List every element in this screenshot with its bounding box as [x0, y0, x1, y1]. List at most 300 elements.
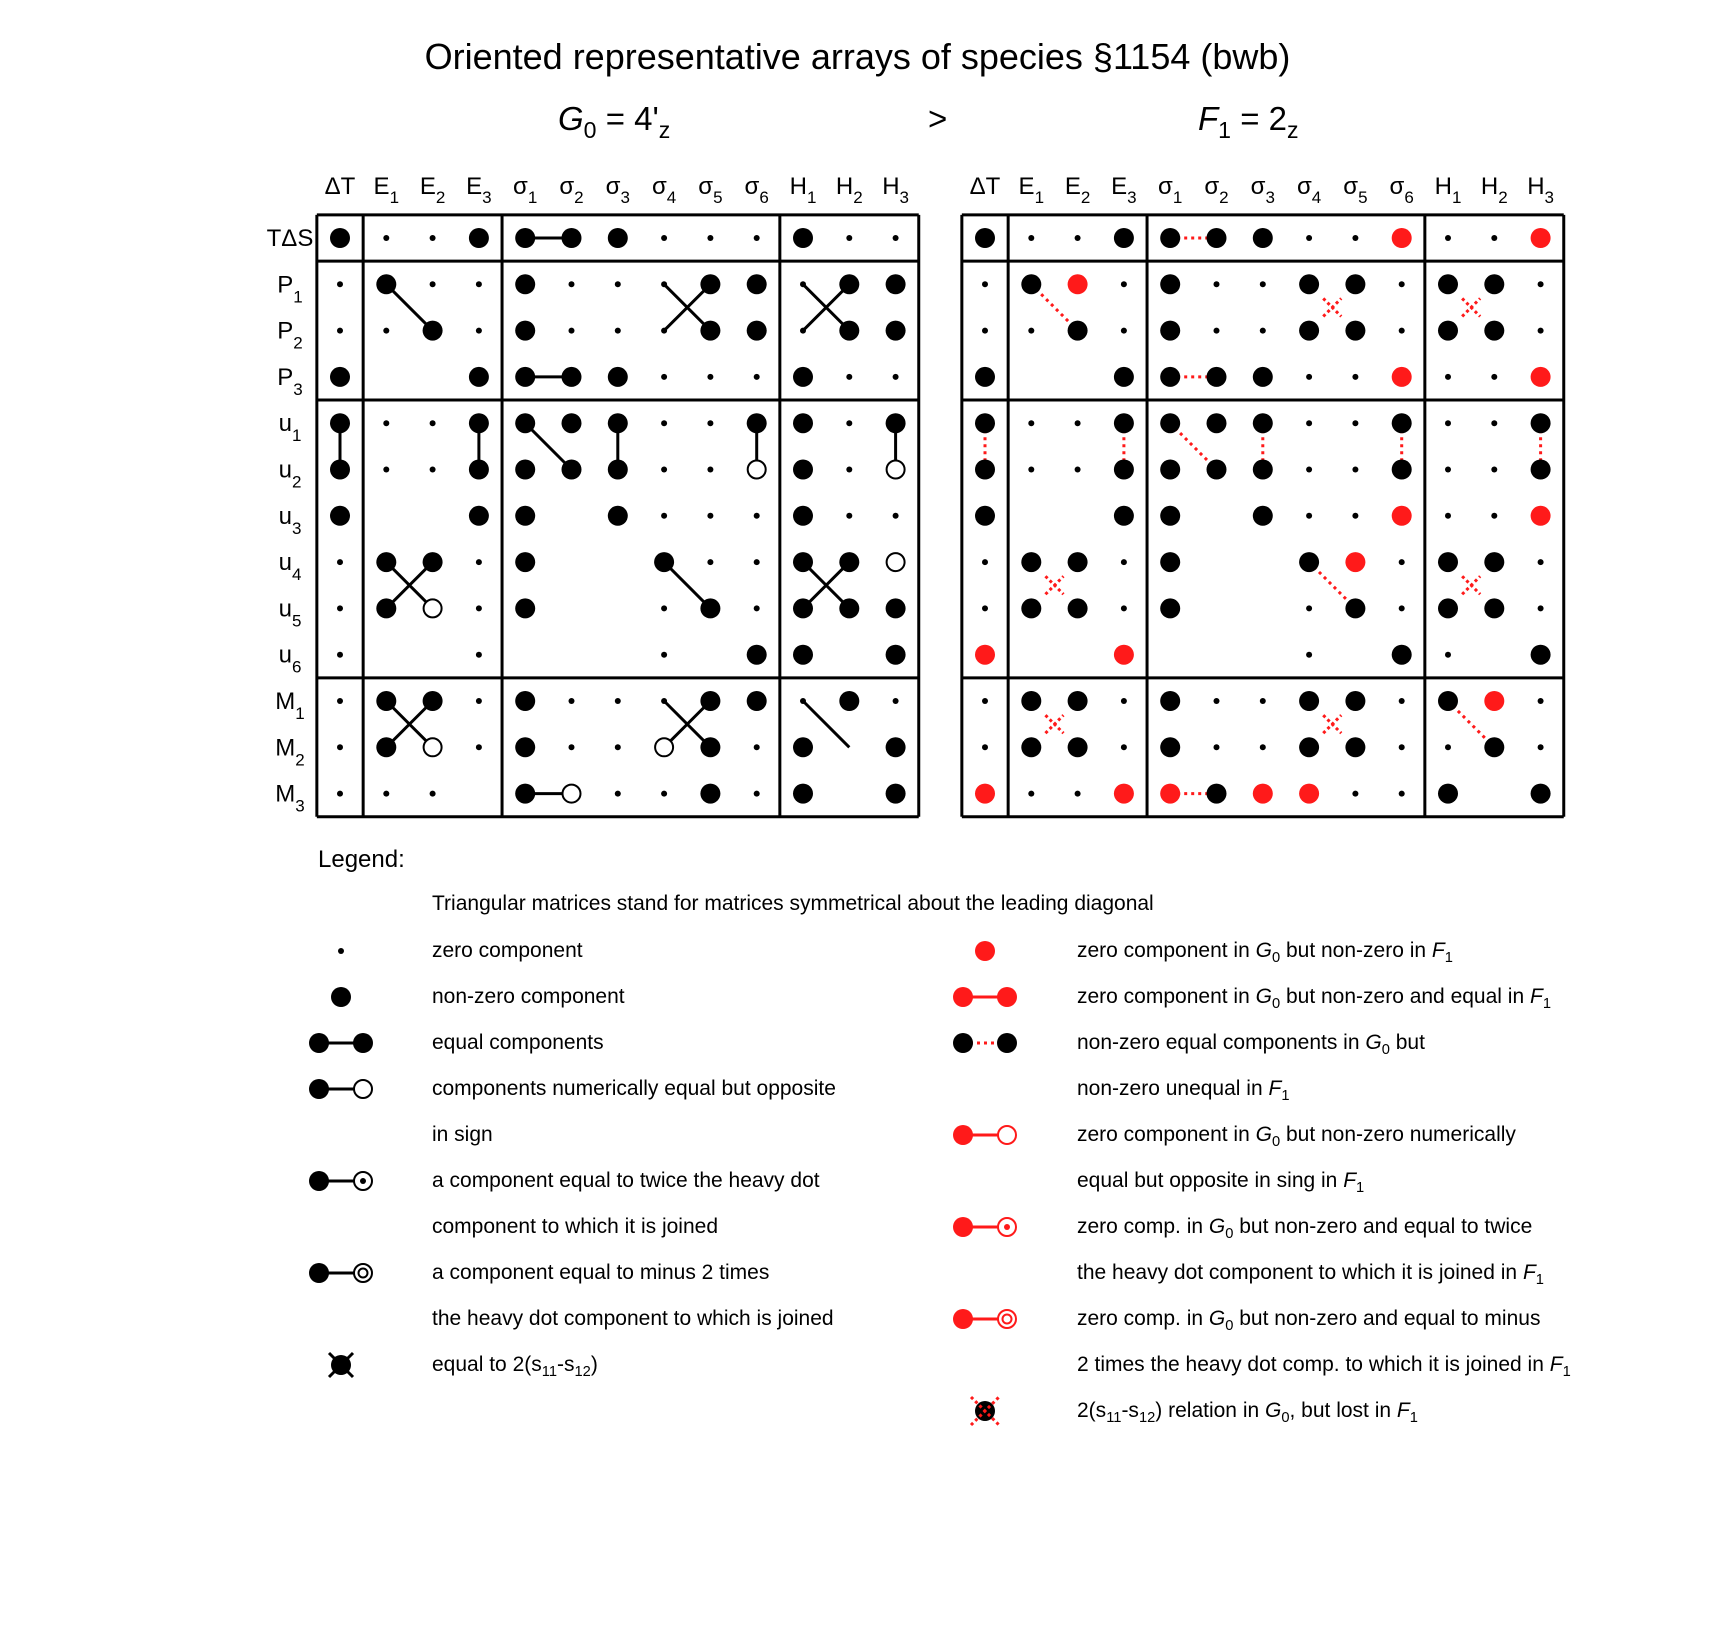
nonzero-component — [747, 413, 767, 433]
legend-symbol-unequal — [953, 1033, 1017, 1053]
legend-right-text: non-zero unequal in $F_1$ — [1077, 1077, 1290, 1105]
nonzero-component — [839, 321, 859, 341]
zero-component — [337, 328, 343, 334]
nonzero-component — [886, 274, 906, 294]
zero-component — [661, 281, 667, 287]
nonzero-component — [1068, 598, 1088, 618]
opposite-sign-component — [887, 553, 905, 571]
opposite-sign-component — [748, 461, 766, 479]
zero-component — [1491, 513, 1497, 519]
nonzero-component — [700, 784, 720, 804]
legend-left-text: non-zero component — [432, 985, 625, 1008]
zero-component — [1028, 235, 1034, 241]
zero-component — [1028, 328, 1034, 334]
column-header: $E_1$ — [373, 173, 400, 207]
legend-heading: Legend: — [318, 846, 405, 873]
zero-component — [661, 652, 667, 658]
nonzero-component — [1484, 321, 1504, 341]
legend-left-text: a component equal to twice the heavy dot — [432, 1169, 820, 1192]
zero-component — [707, 374, 713, 380]
nonzero-component — [469, 506, 489, 526]
figure-title: Oriented representative arrays of species §1154 (bwb) — [424, 36, 1291, 77]
zero-component — [1028, 467, 1034, 473]
nonzero-component — [747, 645, 767, 665]
row-header: $P_3$ — [277, 363, 303, 399]
row-header: $P_2$ — [277, 317, 303, 353]
zero-component — [476, 328, 482, 334]
zero-component — [1075, 420, 1081, 426]
new-nonzero-component — [1160, 784, 1180, 804]
zero-component — [615, 744, 621, 750]
nonzero-component — [1438, 552, 1458, 572]
phase-left-equation: = 4' — [605, 100, 659, 137]
nonzero-component — [469, 460, 489, 480]
column-header: $\sigma_5$ — [1343, 173, 1368, 207]
zero-component — [661, 374, 667, 380]
zero-component — [1445, 467, 1451, 473]
zero-component — [569, 281, 575, 287]
zero-component — [476, 281, 482, 287]
column-header: ΔT — [969, 173, 1001, 200]
nonzero-component — [376, 598, 396, 618]
nonzero-component — [839, 552, 859, 572]
nonzero-component — [747, 321, 767, 341]
nonzero-component — [975, 413, 995, 433]
phase-right-equation: = 2 — [1240, 100, 1287, 137]
zero-component — [1399, 559, 1405, 565]
nonzero-component — [423, 321, 443, 341]
nonzero-component — [886, 645, 906, 665]
zero-component — [661, 328, 667, 334]
zero-component — [1214, 328, 1220, 334]
zero-component — [1306, 467, 1312, 473]
zero-component — [1075, 791, 1081, 797]
nonzero-component — [1160, 228, 1180, 248]
nonzero-component — [469, 413, 489, 433]
zero-component — [1399, 328, 1405, 334]
new-nonzero-component — [1392, 506, 1412, 526]
legend-left-text: zero component — [432, 939, 583, 962]
legend-left-text: components numerically equal but opposite — [432, 1077, 836, 1100]
legend-symbol-red — [975, 941, 995, 961]
column-header: $H_2$ — [835, 173, 863, 207]
nonzero-component — [1068, 737, 1088, 757]
nonzero-component — [839, 598, 859, 618]
nonzero-component — [700, 274, 720, 294]
zero-component — [1399, 281, 1405, 287]
zero-component — [383, 467, 389, 473]
zero-component — [1260, 744, 1266, 750]
zero-component — [383, 328, 389, 334]
zero-component — [569, 744, 575, 750]
nonzero-component — [1345, 737, 1365, 757]
opposite-sign-component — [887, 461, 905, 479]
lost-relation-mark — [1323, 298, 1341, 316]
zero-component — [893, 698, 899, 704]
zero-component — [982, 559, 988, 565]
nonzero-component — [1299, 552, 1319, 572]
legend-right-text: zero component in $G_0$ but non-zero in $F_1$ — [1077, 939, 1453, 967]
nonzero-component — [793, 460, 813, 480]
zero-component — [476, 605, 482, 611]
nonzero-component — [1299, 691, 1319, 711]
new-nonzero-component — [975, 645, 995, 665]
zero-component — [1121, 559, 1127, 565]
column-header: $\sigma_6$ — [744, 173, 769, 207]
zero-component — [846, 374, 852, 380]
zero-component — [1538, 744, 1544, 750]
zero-component — [754, 374, 760, 380]
new-nonzero-component — [1253, 784, 1273, 804]
zero-component — [476, 559, 482, 565]
nonzero-component — [1299, 274, 1319, 294]
zero-component — [615, 791, 621, 797]
zero-component — [707, 420, 713, 426]
legend-symbol-cross — [329, 1353, 353, 1377]
nonzero-component — [515, 784, 535, 804]
phase-right-symbol: F — [1198, 100, 1219, 137]
zero-component — [383, 235, 389, 241]
zero-component — [707, 235, 713, 241]
zero-component — [337, 605, 343, 611]
column-header: $\sigma_6$ — [1389, 173, 1414, 207]
nonzero-component — [1207, 413, 1227, 433]
phase-right-eq-subscript: z — [1286, 117, 1299, 144]
new-nonzero-component — [1068, 274, 1088, 294]
zero-component — [661, 698, 667, 704]
column-header: ΔT — [324, 173, 356, 200]
zero-component — [430, 420, 436, 426]
zero-component — [893, 235, 899, 241]
nonzero-component — [886, 737, 906, 757]
nonzero-component — [886, 598, 906, 618]
zero-component — [661, 467, 667, 473]
nonzero-component — [515, 506, 535, 526]
zero-component — [1445, 513, 1451, 519]
zero-component — [615, 328, 621, 334]
column-header: $E_2$ — [419, 173, 446, 207]
nonzero-component — [1345, 321, 1365, 341]
zero-component — [1352, 420, 1358, 426]
zero-component — [1538, 328, 1544, 334]
column-header: $\sigma_1$ — [1158, 173, 1183, 207]
lost-relation-mark — [1462, 298, 1480, 316]
nonzero-component — [1392, 645, 1412, 665]
row-header: $u_4$ — [278, 549, 302, 585]
nonzero-component — [376, 274, 396, 294]
nonzero-component — [793, 413, 813, 433]
row-header: $u_2$ — [278, 456, 302, 492]
nonzero-component — [562, 228, 582, 248]
nonzero-component — [1021, 274, 1041, 294]
zero-component — [661, 605, 667, 611]
column-header: $H_3$ — [1527, 173, 1555, 207]
zero-component — [569, 698, 575, 704]
nonzero-component — [376, 552, 396, 572]
zero-component — [982, 698, 988, 704]
row-header: $u_3$ — [278, 502, 302, 538]
new-nonzero-component — [1531, 228, 1551, 248]
nonzero-component — [1114, 228, 1134, 248]
lost-relation-mark — [1462, 576, 1480, 594]
nonzero-component — [330, 228, 350, 248]
legend-symbol-twice — [309, 1171, 372, 1191]
opposite-sign-component — [424, 599, 442, 617]
zero-component — [1445, 744, 1451, 750]
nonzero-component — [1021, 552, 1041, 572]
zero-component — [982, 605, 988, 611]
zero-component — [846, 467, 852, 473]
row-header: $M_2$ — [275, 734, 305, 770]
lost-relation-mark — [1045, 715, 1063, 733]
nonzero-component — [1068, 691, 1088, 711]
column-header: $H_2$ — [1480, 173, 1508, 207]
zero-component — [337, 791, 343, 797]
nonzero-component — [1345, 691, 1365, 711]
zero-component — [982, 744, 988, 750]
nonzero-component — [886, 784, 906, 804]
nonzero-component — [1253, 413, 1273, 433]
new-nonzero-component — [1531, 506, 1551, 526]
legend-right-text: zero component in $G_0$ but non-zero and equal in $F_1$ — [1077, 985, 1551, 1013]
zero-component — [846, 235, 852, 241]
new-nonzero-component — [1114, 784, 1134, 804]
column-header: $\sigma_4$ — [1296, 173, 1322, 207]
zero-component — [337, 281, 343, 287]
zero-component — [1075, 235, 1081, 241]
row-header: $P_1$ — [277, 271, 303, 307]
column-header: $\sigma_5$ — [698, 173, 723, 207]
legend-left-text: a component equal to minus 2 times — [432, 1261, 770, 1284]
nonzero-component — [515, 552, 535, 572]
matrix-G0 — [317, 215, 919, 817]
nonzero-component — [1438, 784, 1458, 804]
zero-component — [1352, 513, 1358, 519]
zero-component — [1352, 374, 1358, 380]
nonzero-component — [1253, 506, 1273, 526]
column-header: $\sigma_3$ — [1250, 173, 1275, 207]
nonzero-component — [975, 460, 995, 480]
nonzero-component — [975, 506, 995, 526]
nonzero-component — [700, 691, 720, 711]
zero-component — [1121, 605, 1127, 611]
nonzero-component — [1531, 460, 1551, 480]
nonzero-component — [608, 460, 628, 480]
nonzero-component — [562, 413, 582, 433]
zero-component — [661, 235, 667, 241]
nonzero-component — [1253, 367, 1273, 387]
new-nonzero-component — [1114, 645, 1134, 665]
zero-component — [1214, 698, 1220, 704]
nonzero-component — [839, 691, 859, 711]
row-header: $u_5$ — [278, 595, 302, 631]
row-header: TΔS — [266, 225, 314, 252]
nonzero-component — [608, 228, 628, 248]
nonzero-component — [1253, 228, 1273, 248]
zero-component — [893, 374, 899, 380]
nonzero-component — [562, 460, 582, 480]
nonzero-component — [1531, 784, 1551, 804]
new-nonzero-component — [1299, 784, 1319, 804]
new-nonzero-component — [1392, 367, 1412, 387]
nonzero-component — [886, 321, 906, 341]
zero-component — [1306, 235, 1312, 241]
legend-right-text: $2(s_{11}-s_{12})$ relation in $G_0$, but lost in $F_1$ — [1077, 1399, 1418, 1427]
nonzero-component — [793, 367, 813, 387]
legend-right-text: zero component in $G_0$ but non-zero numerically — [1077, 1123, 1516, 1151]
zero-component — [1538, 605, 1544, 611]
nonzero-component — [376, 691, 396, 711]
zero-component — [430, 235, 436, 241]
zero-component — [1445, 374, 1451, 380]
zero-component — [337, 652, 343, 658]
zero-component — [1306, 605, 1312, 611]
nonzero-component — [1392, 413, 1412, 433]
nonzero-component — [330, 413, 350, 433]
zero-component — [1075, 467, 1081, 473]
zero-component — [1352, 791, 1358, 797]
nonzero-component — [793, 598, 813, 618]
zero-component — [1491, 420, 1497, 426]
column-header: $\sigma_2$ — [1204, 173, 1229, 207]
zero-component — [1491, 374, 1497, 380]
zero-component — [1491, 235, 1497, 241]
zero-component — [476, 698, 482, 704]
nonzero-component — [747, 691, 767, 711]
legend-left-text: equal components — [432, 1031, 604, 1054]
nonzero-component — [515, 598, 535, 618]
new-nonzero-component — [1392, 228, 1412, 248]
nonzero-component — [1021, 691, 1041, 711]
row-header: $u_6$ — [278, 641, 302, 677]
nonzero-component — [886, 413, 906, 433]
legend-left-text: in sign — [432, 1123, 493, 1146]
zero-component — [1260, 328, 1266, 334]
nonzero-component — [1021, 598, 1041, 618]
zero-component — [337, 698, 343, 704]
zero-component — [1538, 559, 1544, 565]
legend-left-text: component to which it is joined — [432, 1215, 718, 1238]
zero-component — [1260, 281, 1266, 287]
nonzero-component — [1114, 506, 1134, 526]
zero-component — [893, 513, 899, 519]
nonzero-component — [515, 228, 535, 248]
legend-right-text: equal but opposite in sing in $F_1$ — [1077, 1169, 1365, 1197]
zero-component — [615, 281, 621, 287]
legend-left-text: the heavy dot component to which is joined — [432, 1307, 834, 1330]
row-header: $M_3$ — [275, 780, 305, 816]
nonzero-component — [515, 413, 535, 433]
nonzero-component — [793, 506, 813, 526]
column-header: $\sigma_1$ — [513, 173, 538, 207]
nonzero-component — [1068, 552, 1088, 572]
nonzero-component — [1484, 552, 1504, 572]
zero-component — [846, 513, 852, 519]
zero-component — [800, 328, 806, 334]
column-header: $H_1$ — [1434, 173, 1462, 207]
nonzero-component — [747, 274, 767, 294]
phase-left-subscript: 0 — [583, 117, 597, 144]
nonzero-component — [654, 552, 674, 572]
column-header: $E_3$ — [466, 173, 492, 207]
zero-component — [383, 420, 389, 426]
column-header: $E_3$ — [1111, 173, 1137, 207]
zero-component — [1538, 698, 1544, 704]
zero-component — [569, 328, 575, 334]
zero-component — [1306, 513, 1312, 519]
zero-component — [1121, 281, 1127, 287]
phase-right-subscript: 1 — [1218, 117, 1232, 144]
opposite-sign-component — [424, 738, 442, 756]
row-header: $M_1$ — [275, 688, 305, 723]
lost-relation-mark — [1323, 715, 1341, 733]
nonzero-component — [1438, 598, 1458, 618]
column-header: $\sigma_3$ — [605, 173, 630, 207]
legend-symbol-lostcross — [971, 1397, 999, 1425]
nonzero-component — [515, 321, 535, 341]
phase-left-symbol: G — [558, 100, 584, 137]
zero-component — [1260, 698, 1266, 704]
new-nonzero-component — [1484, 691, 1504, 711]
matrix-F1 — [962, 215, 1564, 817]
zero-component — [754, 791, 760, 797]
zero-component — [661, 420, 667, 426]
legend-symbol-nonzero — [331, 987, 351, 1007]
nonzero-component — [608, 367, 628, 387]
row-header: $u_1$ — [278, 410, 302, 446]
zero-component — [476, 744, 482, 750]
nonzero-component — [469, 228, 489, 248]
new-nonzero-component — [1345, 552, 1365, 572]
zero-component — [1399, 791, 1405, 797]
nonzero-component — [423, 691, 443, 711]
legend-right-text: zero comp. in $G_0$ but non-zero and equal to minus — [1077, 1307, 1541, 1335]
legend-right-text: the heavy dot component to which it is joined in $F_1$ — [1077, 1261, 1544, 1289]
nonzero-component — [330, 367, 350, 387]
zero-component — [846, 420, 852, 426]
zero-component — [430, 791, 436, 797]
zero-component — [754, 744, 760, 750]
legend-symbol-redtwice — [953, 1217, 1016, 1237]
zero-component — [707, 467, 713, 473]
nonzero-component — [1531, 413, 1551, 433]
zero-component — [615, 698, 621, 704]
zero-component — [1306, 420, 1312, 426]
nonzero-component — [1114, 413, 1134, 433]
phase-left-eq-subscript: z — [658, 117, 671, 144]
zero-component — [754, 559, 760, 565]
nonzero-component — [839, 274, 859, 294]
zero-component — [430, 281, 436, 287]
zero-component — [800, 698, 806, 704]
nonzero-component — [1114, 367, 1134, 387]
zero-component — [1445, 420, 1451, 426]
nonzero-component — [1484, 737, 1504, 757]
comparison-symbol: > — [928, 100, 948, 137]
legend-right-text: non-zero equal components in $G_0$ but — [1077, 1031, 1425, 1059]
zero-component — [754, 235, 760, 241]
nonzero-component — [515, 691, 535, 711]
nonzero-component — [1160, 737, 1180, 757]
nonzero-component — [1392, 460, 1412, 480]
legend-symbol-opposite — [309, 1079, 372, 1099]
nonzero-component — [1160, 367, 1180, 387]
zero-component — [982, 281, 988, 287]
column-header: $E_2$ — [1064, 173, 1091, 207]
nonzero-component — [1299, 321, 1319, 341]
nonzero-component — [1484, 598, 1504, 618]
legend-symbol-redequal — [953, 987, 1017, 1007]
